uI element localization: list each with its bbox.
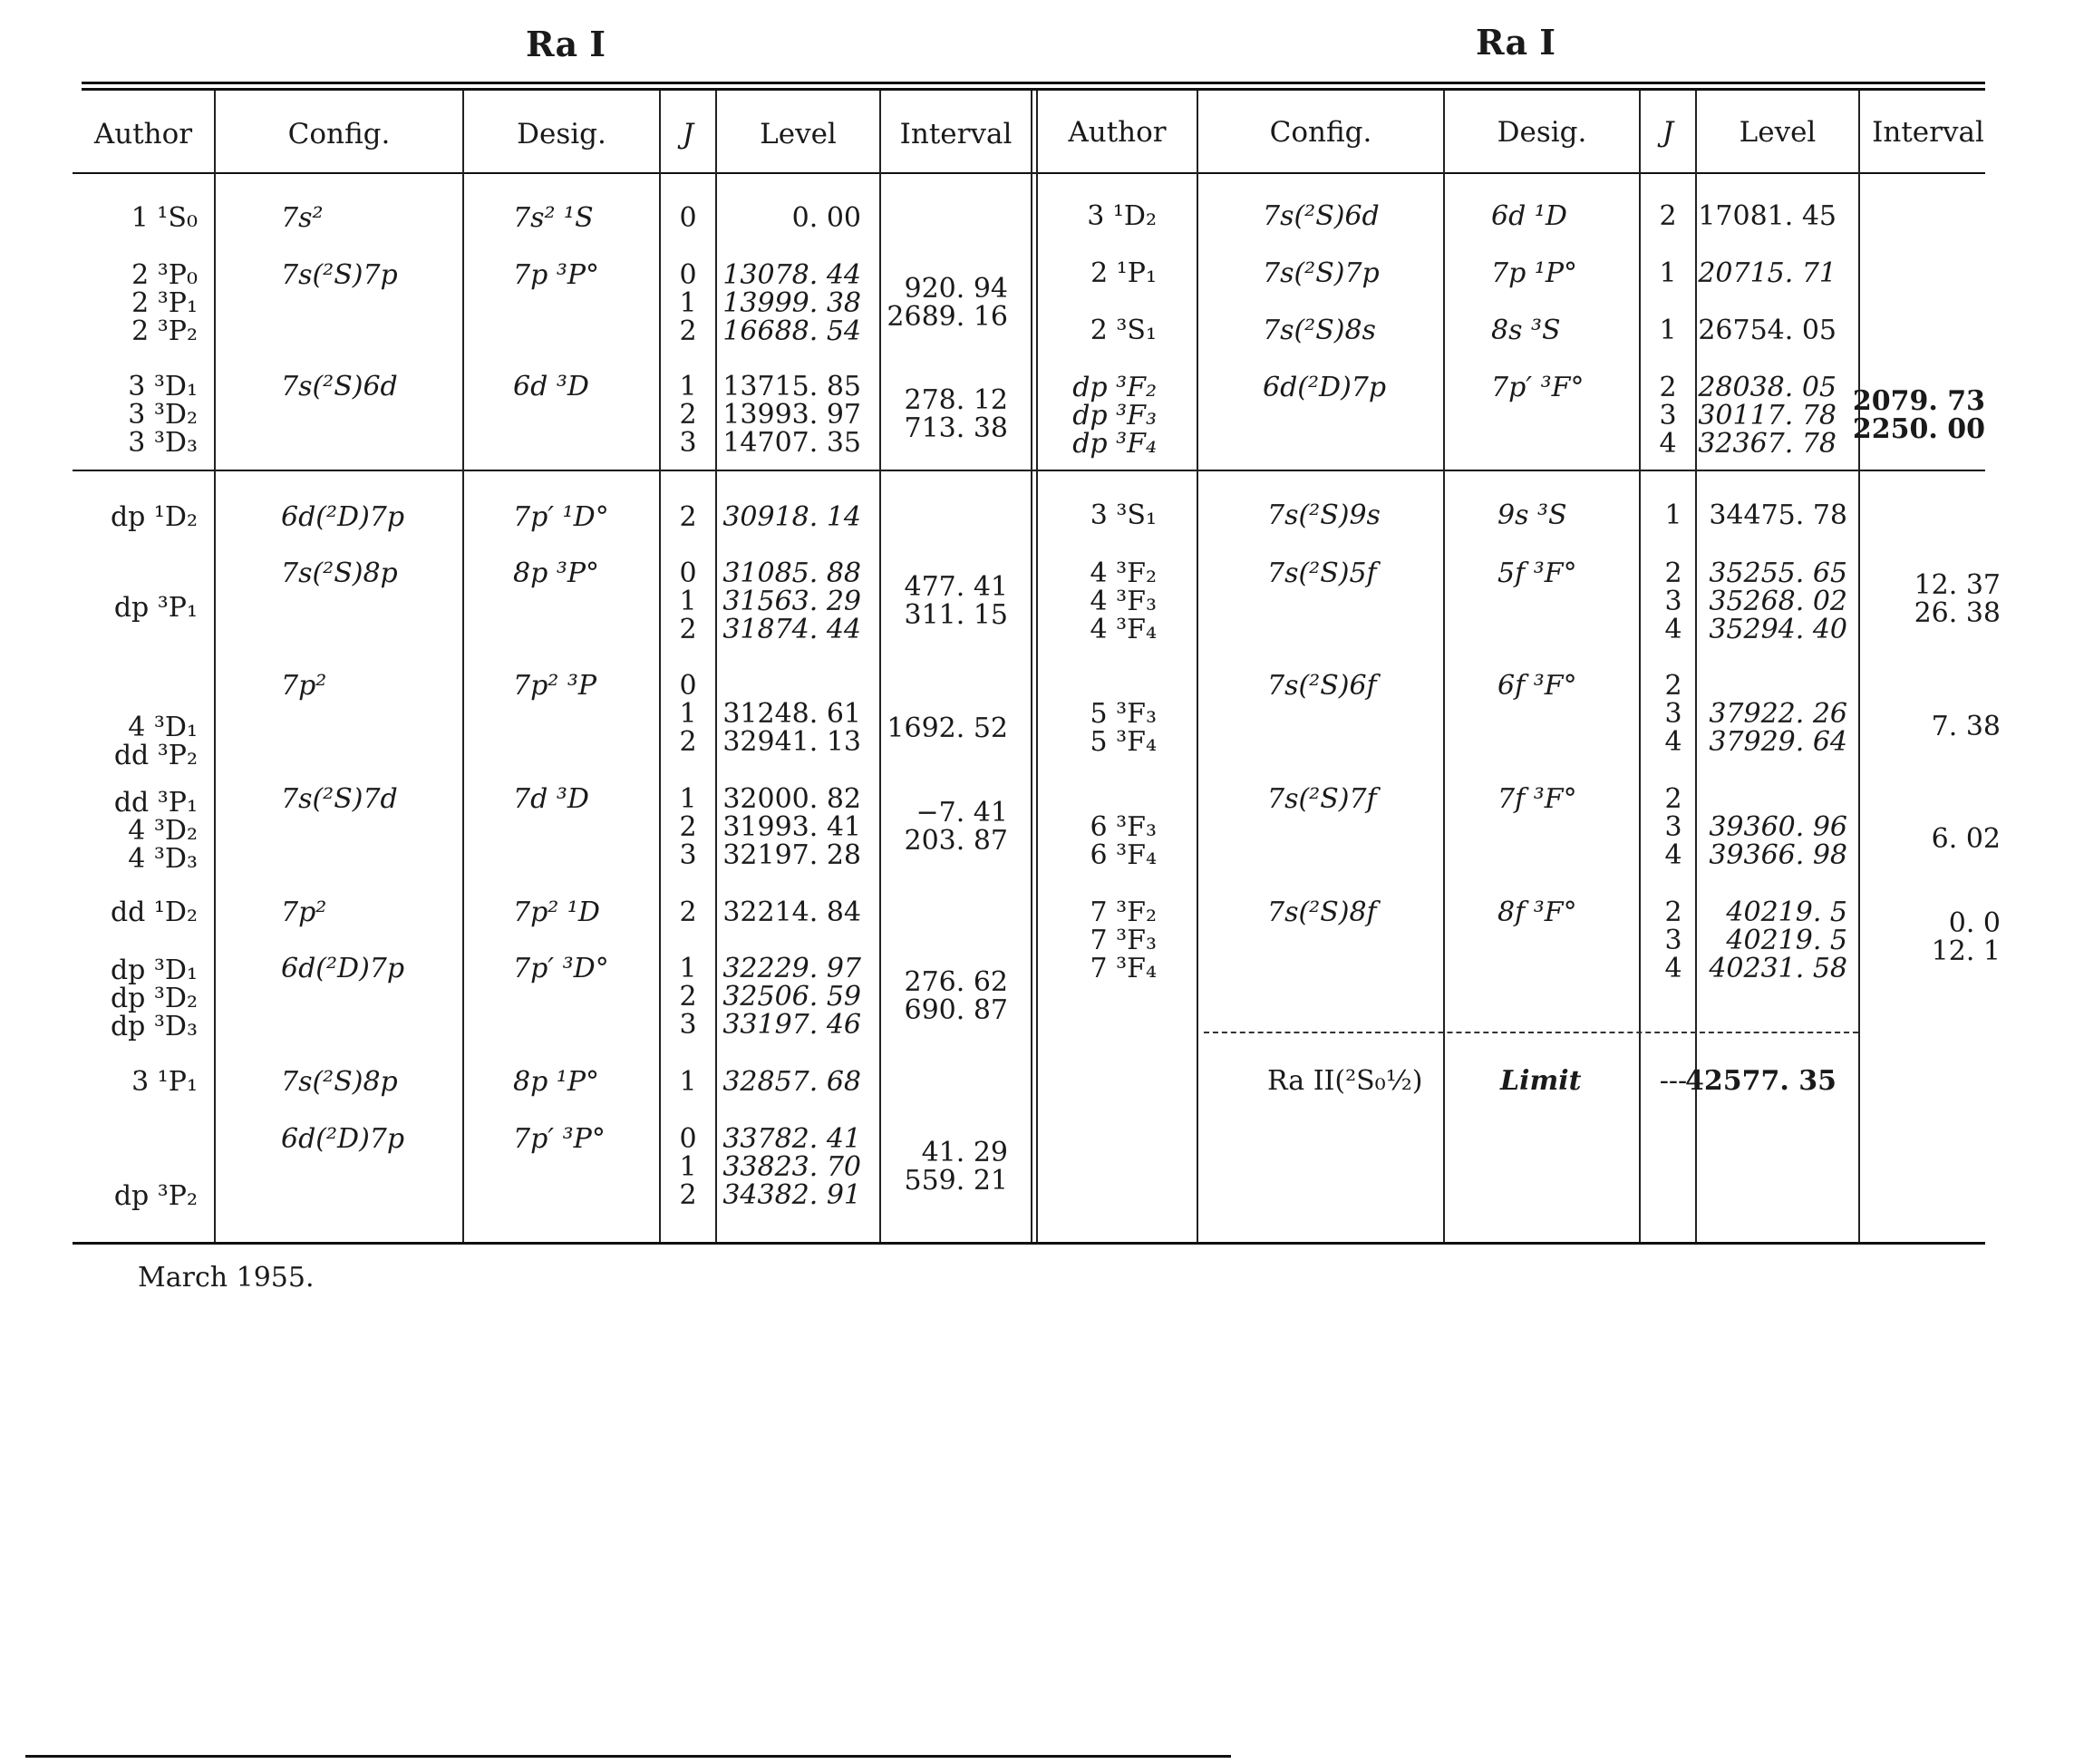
j-cell: 2 3 4 xyxy=(1659,372,1677,460)
page-bottom-rule xyxy=(25,1755,1231,1758)
level-cell: 13715. 85 13993. 97 14707. 35 xyxy=(722,371,861,459)
j-cell: 0 1 2 xyxy=(679,557,697,645)
author-cell: 4 ³F₂ 4 ³F₃ 4 ³F₄ xyxy=(1090,557,1157,645)
limit-j: --- xyxy=(1659,1065,1688,1097)
author-cell: dp ¹D₂ xyxy=(110,501,198,533)
desig-cell: 5f ³F° xyxy=(1497,557,1577,589)
j-cell: 1 xyxy=(1659,315,1677,346)
config-cell: 7s(²S)8f xyxy=(1267,897,1377,928)
author-cell: 2 ³P₀ 2 ³P₁ 2 ³P₂ xyxy=(131,259,198,347)
interval-cell: 2079. 73 2250. 00 xyxy=(1852,385,1985,445)
interval-cell: 1692. 52 xyxy=(887,712,1008,744)
level-cell: 31248. 61 32941. 13 xyxy=(722,698,861,758)
j-cell: 0 1 2 xyxy=(679,1123,697,1211)
j-cell: 1 2 3 xyxy=(679,953,697,1041)
desig-cell: 7f ³F° xyxy=(1497,783,1577,815)
top-rule-1 xyxy=(82,82,1985,84)
config-cell: 7s² xyxy=(281,202,324,234)
config-cell: 7s(²S)5f xyxy=(1267,557,1377,589)
config-cell: 7s(²S)8p xyxy=(281,1066,398,1098)
interval-cell: 920. 94 2689. 16 xyxy=(887,273,1008,333)
j-cell: 2 3 4 xyxy=(1664,897,1682,984)
level-cell: 39360. 96 39366. 98 xyxy=(1709,811,1847,871)
header-desig: Desig. xyxy=(1497,116,1587,149)
bottom-rule xyxy=(73,1242,1985,1245)
j-cell: 2 xyxy=(679,897,697,928)
author-cell: dp ³D₁ dp ³D₂ dp ³D₃ xyxy=(110,955,198,1042)
interval-cell: 278. 12 713. 38 xyxy=(904,384,1008,444)
right-table-title: Ra I xyxy=(1476,22,1556,63)
desig-cell: 7p′ ³P° xyxy=(513,1123,606,1155)
config-cell: 6d(²D)7p xyxy=(281,1123,405,1155)
limit-desig: Limit xyxy=(1500,1065,1582,1097)
col-sep xyxy=(214,91,216,1242)
interval-cell: 477. 41 311. 15 xyxy=(904,571,1008,631)
j-cell: 0 1 2 xyxy=(679,670,697,758)
header-desig: Desig. xyxy=(517,118,606,150)
interval-cell: 12. 37 26. 38 xyxy=(1914,569,2001,629)
limit-separator xyxy=(1204,1032,1858,1033)
j-cell: 1 xyxy=(1659,257,1677,289)
header-author: Author xyxy=(93,118,193,150)
author-cell: 2 ¹P₁ xyxy=(1090,257,1157,289)
level-cell: 34475. 78 xyxy=(1709,499,1847,531)
col-sep-double xyxy=(1031,91,1032,1242)
header-level: Level xyxy=(760,118,837,150)
desig-cell: 6f ³F° xyxy=(1497,670,1577,702)
config-cell: 7p² xyxy=(281,670,327,702)
j-cell: 2 3 4 xyxy=(1664,557,1682,645)
author-cell: dp ³F₂ dp ³F₃ dp ³F₄ xyxy=(1072,372,1157,460)
level-cell: 28038. 05 30117. 78 32367. 78 xyxy=(1698,372,1837,460)
header-config: Config. xyxy=(287,118,391,150)
config-cell: 7s(²S)9s xyxy=(1267,499,1381,531)
desig-cell: 8f ³F° xyxy=(1497,897,1577,928)
desig-cell: 9s ³S xyxy=(1497,499,1567,531)
level-cell: 26754. 05 xyxy=(1698,315,1837,346)
level-cell: 40219. 5 40219. 5 40231. 58 xyxy=(1709,897,1847,984)
level-cell: 37922. 26 37929. 64 xyxy=(1709,698,1847,758)
level-cell: 35255. 65 35268. 02 35294. 40 xyxy=(1709,557,1847,645)
col-sep xyxy=(1858,91,1860,1242)
author-cell: 1 ¹S₀ xyxy=(131,202,198,234)
config-cell: 7s(²S)8s xyxy=(1263,315,1376,346)
header-config: Config. xyxy=(1269,116,1372,149)
config-cell: 6d(²D)7p xyxy=(1263,372,1387,403)
left-table-title: Ra I xyxy=(526,24,606,64)
section-rule xyxy=(73,470,1985,471)
config-cell: 6d(²D)7p xyxy=(281,501,405,533)
interval-cell: 276. 62 690. 87 xyxy=(904,966,1008,1026)
level-cell: 32229. 97 32506. 59 33197. 46 xyxy=(722,953,861,1041)
desig-cell: 6d ³D xyxy=(513,371,589,402)
header-rule xyxy=(73,172,1985,174)
level-cell: 17081. 45 xyxy=(1698,200,1837,232)
col-sep xyxy=(879,91,881,1242)
level-cell: 32857. 68 xyxy=(722,1066,861,1098)
config-cell: 7s(²S)6f xyxy=(1267,670,1377,702)
desig-cell: 7p² ¹D xyxy=(513,897,600,928)
header-j: J xyxy=(682,118,694,150)
author-cell: 7 ³F₂ 7 ³F₃ 7 ³F₄ xyxy=(1090,897,1157,984)
j-cell: 2 3 4 xyxy=(1664,670,1682,758)
desig-cell: 8p ¹P° xyxy=(513,1066,600,1098)
level-cell: 32000. 82 31993. 41 32197. 28 xyxy=(722,783,861,871)
col-sep xyxy=(715,91,717,1242)
j-cell: 2 3 4 xyxy=(1664,783,1682,871)
interval-cell: 0. 0 12. 1 xyxy=(1931,907,2001,967)
j-cell: 1 xyxy=(679,1066,697,1098)
author-cell: 3 ¹P₁ xyxy=(131,1066,198,1098)
desig-cell: 8s ³S xyxy=(1491,315,1561,346)
header-level: Level xyxy=(1739,116,1817,149)
interval-cell: 7. 38 xyxy=(1931,711,2001,742)
j-cell: 0 xyxy=(679,202,697,234)
j-cell: 2 xyxy=(679,501,697,533)
interval-cell: 41. 29 559. 21 xyxy=(904,1137,1008,1197)
author-cell: dp ³P₂ xyxy=(113,1180,198,1212)
header-j: J xyxy=(1662,116,1674,149)
config-cell: 7s(²S)8p xyxy=(281,557,398,589)
author-cell: dd ³P₁ 4 ³D₂ 4 ³D₃ xyxy=(113,787,198,875)
level-cell: 31085. 88 31563. 29 31874. 44 xyxy=(722,557,861,645)
interval-cell: −7. 41 203. 87 xyxy=(904,797,1008,857)
j-cell: 2 xyxy=(1659,200,1677,232)
desig-cell: 7p′ ¹D° xyxy=(513,501,609,533)
desig-cell: 7p′ ³D° xyxy=(513,953,609,984)
level-cell: 30918. 14 xyxy=(722,501,861,533)
config-cell: 7s(²S)7p xyxy=(1263,257,1380,289)
author-cell: dd ¹D₂ xyxy=(110,897,198,928)
level-cell: 33782. 41 33823. 70 34382. 91 xyxy=(722,1123,861,1211)
author-cell: 2 ³S₁ xyxy=(1090,315,1157,346)
top-rule-2 xyxy=(82,88,1985,91)
col-sep xyxy=(462,91,464,1242)
level-cell: 32214. 84 xyxy=(722,897,861,928)
desig-cell: 7p² ³P xyxy=(513,670,597,702)
config-cell: 6d(²D)7p xyxy=(281,953,405,984)
author-cell: 3 ³S₁ xyxy=(1090,499,1157,531)
interval-cell: 6. 02 xyxy=(1931,823,2001,855)
col-sep-double xyxy=(1036,91,1038,1242)
header-interval: Interval xyxy=(899,118,1013,150)
header-interval: Interval xyxy=(1872,116,1984,149)
config-cell: 7s(²S)7f xyxy=(1267,783,1377,815)
level-cell: 13078. 44 13999. 38 16688. 54 xyxy=(722,259,861,347)
desig-cell: 8p ³P° xyxy=(513,557,600,589)
header-author: Author xyxy=(1068,116,1167,149)
limit-level: 42577. 35 xyxy=(1684,1065,1837,1097)
author-cell: 4 ³D₁ dd ³P₂ xyxy=(113,712,198,771)
author-cell: 5 ³F₃ 5 ³F₄ xyxy=(1090,698,1157,758)
config-cell: 7s(²S)7d xyxy=(281,783,398,815)
level-cell: 0. 00 xyxy=(791,202,861,234)
col-sep xyxy=(1443,91,1445,1242)
config-cell: 7s(²S)7p xyxy=(281,259,398,291)
desig-cell: 7p ³P° xyxy=(513,259,600,291)
j-cell: 0 1 2 xyxy=(679,259,697,347)
j-cell: 1 2 3 xyxy=(679,371,697,459)
desig-cell: 6d ¹D xyxy=(1491,200,1567,232)
config-cell: 7s(²S)6d xyxy=(1263,200,1380,232)
j-cell: 1 xyxy=(1664,499,1682,531)
date-footnote: March 1955. xyxy=(138,1262,315,1294)
config-cell: 7s(²S)6d xyxy=(281,371,398,402)
j-cell: 1 2 3 xyxy=(679,783,697,871)
level-cell: 20715. 71 xyxy=(1698,257,1837,289)
author-cell: dp ³P₁ xyxy=(113,592,198,624)
col-sep xyxy=(1197,91,1198,1242)
author-cell: 6 ³F₃ 6 ³F₄ xyxy=(1090,811,1157,871)
desig-cell: 7p′ ³F° xyxy=(1491,372,1585,403)
desig-cell: 7s² ¹S xyxy=(513,202,594,234)
author-cell: 3 ¹D₂ xyxy=(1087,200,1157,232)
author-cell: 3 ³D₁ 3 ³D₂ 3 ³D₃ xyxy=(128,371,198,459)
limit-config: Ra II(²S₀½) xyxy=(1267,1065,1423,1097)
config-cell: 7p² xyxy=(281,897,327,928)
desig-cell: 7d ³D xyxy=(513,783,589,815)
desig-cell: 7p ¹P° xyxy=(1491,257,1578,289)
